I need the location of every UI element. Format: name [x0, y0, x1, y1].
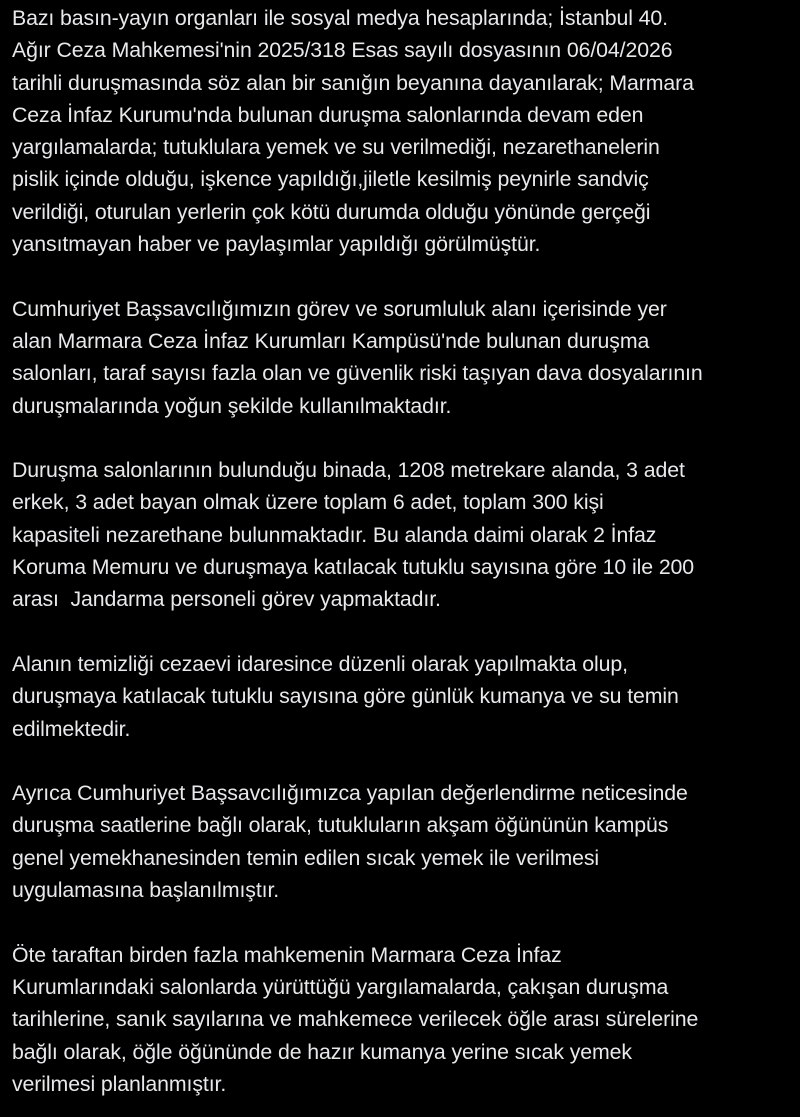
text-line: alan Marmara Ceza İnfaz Kurumları Kampüsü'nde bulunan duruşma [12, 328, 650, 353]
text-line: yargılamalarda; tutuklulara yemek ve su verilmediği, nezarethanelerin [12, 135, 660, 160]
text-line: Alanın temizliği cezaevi idaresince düzenli olarak yapılmakta olup, [12, 651, 628, 676]
text-line: salonları, taraf sayısı fazla olan ve güvenlik riski taşıyan dava dosyalarının [12, 361, 703, 386]
text-line: duruşmalarında yoğun şekilde kullanılmaktadır. [12, 393, 452, 418]
text-line: Kurumlarındaki salonlarda yürüttüğü yargılamalarda, çakışan duruşma [12, 974, 669, 999]
paragraph-spacer [12, 906, 790, 938]
text-line: Duruşma salonlarının bulunduğu binada, 1208 metrekare alanda, 3 adet [12, 458, 685, 483]
text-line: erkek, 3 adet bayan olmak üzere toplam 6 adet, toplam 300 kişi [12, 490, 604, 515]
paragraph-5 [12, 777, 790, 906]
text-line: genel yemekhanesinden temin edilen sıcak yemek ile verilmesi [12, 845, 600, 870]
text-line: duruşmaya katılacak tutuklu sayısına göre günlük kumanya ve su temin [12, 684, 679, 709]
text-line: Ayrıca Cumhuriyet Başsavcılığımızca yapılan değerlendirme neticesinde [12, 781, 688, 806]
text-line: verildiği, oturulan yerlerin çok kötü durumda olduğu yönünde gerçeği [12, 199, 651, 224]
paragraph-spacer [12, 745, 790, 777]
text-line: tarihlerine, sanık sayılarına ve mahkemece verilecek öğle arası sürelerine [12, 1007, 699, 1032]
text-line: arası Jandarma personeli görev yapmaktadır. [12, 587, 441, 612]
paragraph-3 [12, 454, 790, 615]
text-line: edilmektedir. [12, 716, 131, 741]
paragraph-1 [12, 0, 790, 260]
text-line: pislik içinde olduğu, işkence yapıldığı,jiletle kesilmiş peynirle sandviç [12, 167, 649, 192]
text-line: tarihli duruşmasında söz alan bir sanığın beyanına dayanılarak; Marmara [12, 70, 694, 95]
text-line: Ceza İnfaz Kurumu'nda bulunan duruşma salonlarında devam eden [12, 102, 644, 127]
paragraph-2 [12, 293, 790, 422]
text-line: Öte taraftan birden fazla mahkemenin Marmara Ceza İnfaz [12, 942, 562, 967]
text-line: kapasiteli nezarethane bulunmaktadır. Bu alanda daimi olarak 2 İnfaz [12, 522, 657, 547]
paragraph-4 [12, 648, 790, 745]
paragraph-6 [12, 939, 790, 1100]
paragraph-spacer [12, 422, 790, 454]
text-line: Bazı basın-yayın organları ile sosyal medya hesaplarında; İstanbul 40. [12, 6, 668, 30]
text-line: yansıtmayan haber ve paylaşımlar yapıldığı görülmüştür. [12, 232, 541, 257]
text-line: Koruma Memuru ve duruşmaya katılacak tutuklu sayısına göre 10 ile 200 [12, 555, 695, 580]
text-line: Ağır Ceza Mahkemesi'nin 2025/318 Esas sayılı dosyasının 06/04/2026 [12, 38, 673, 63]
text-line: bağlı olarak, öğle öğününde de hazır kumanya yerine sıcak yemek [12, 1039, 632, 1064]
paragraph-spacer [12, 260, 790, 292]
text-line: verilmesi planlanmıştır. [12, 1071, 227, 1096]
paragraph-spacer [12, 616, 790, 648]
text-line: uygulamasına başlanılmıştır. [12, 878, 280, 903]
text-line: Cumhuriyet Başsavcılığımızın görev ve sorumluluk alanı içerisinde yer [12, 296, 667, 321]
text-line: duruşma saatlerine bağlı olarak, tutukluların akşam öğününün kampüs [12, 813, 669, 838]
